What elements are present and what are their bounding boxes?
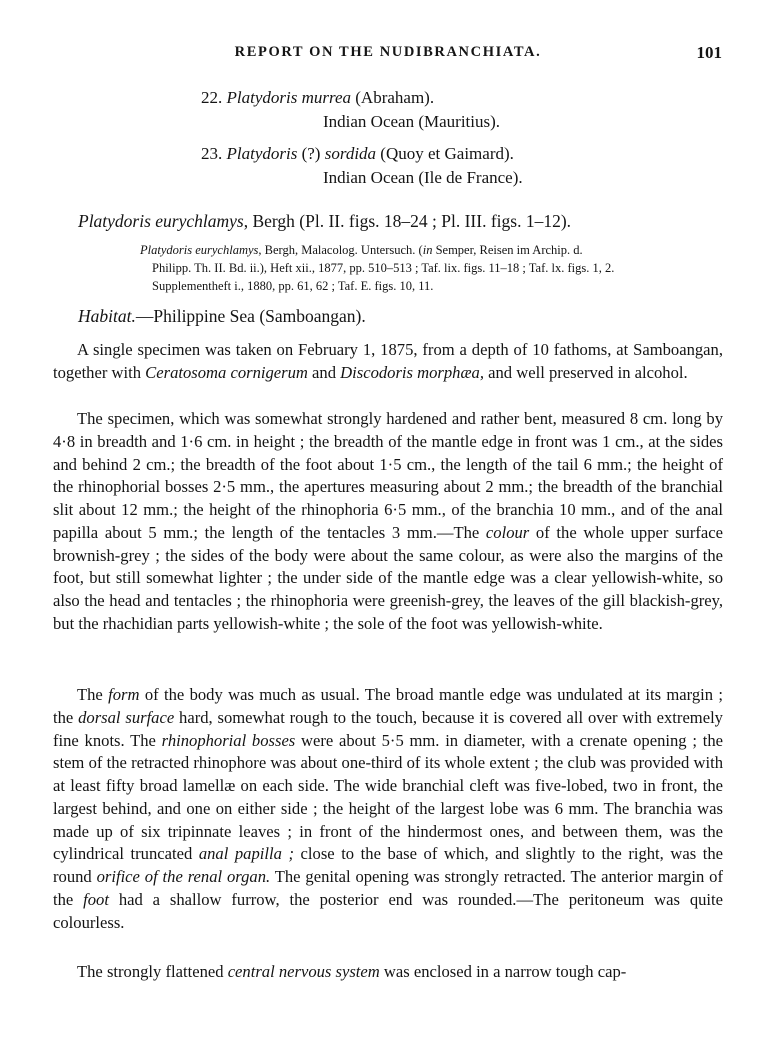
species-entry-22 — [201, 86, 500, 134]
synonymy-line: Supplementheft i., 1880, pp. 61, 62 ; Taf. E. figs. 10, 11. — [152, 279, 434, 293]
species-heading — [78, 211, 571, 232]
paragraph-text: The strongly flattened — [77, 962, 228, 981]
emphasis: form — [108, 685, 140, 704]
paragraph-text: A single specimen was taken on February 1, 1875, from a depth of 10 fathoms, at Samboangan, together with — [53, 340, 723, 382]
synonymy-line: Philipp. Th. II. Bd. ii.), Heft xii., 1877, pp. 510–513 ; Taf. lix. figs. 11–18 ; Taf. lx. figs. 1, 2. — [152, 261, 615, 275]
heading-species-name: Platydoris eurychlamys — [78, 211, 244, 231]
species-name: Discodoris morphæa, — [340, 362, 484, 382]
paragraph-form — [53, 684, 723, 934]
running-header: REPORT ON THE NUDIBRANCHIATA. — [234, 44, 542, 60]
paragraph-text: The — [77, 685, 109, 704]
synonymy-text: , Bergh, Malacolog. Untersuch. ( — [258, 243, 423, 257]
emphasis: rhinophorial bosses — [161, 730, 296, 750]
species-locality: Indian Ocean (Mauritius). — [323, 112, 501, 131]
paragraph-text: of the whole upper surface brownish-grey ; the sides of the body were about the same colour, as were also the margins of the foot, but still somewhat lighter ; the under side of the mantle edge was a clear yellowish-white, so also the head and tentacles ; the rhinophoria were greenish-grey, the leaves of the gill blackish-grey, but the rhachidian parts yellowish-white ; the sole of the foot was yellowish-white. — [53, 522, 723, 633]
entry-number: 22. — [201, 88, 223, 107]
paragraph-nervous-system — [53, 961, 723, 984]
emphasis: anal papilla ; — [198, 844, 294, 864]
paragraph-text: and well preserved in alcohol. — [483, 362, 688, 382]
paragraph-text: of the body was much as usual. The broad mantle edge was undulated at its margin ; the — [53, 685, 723, 727]
paragraph-text: hard, somewhat rough to the touch, because it is covered all over with extremely fine knots. The — [53, 707, 723, 750]
emphasis: dorsal surface — [78, 707, 175, 727]
page-number: 101 — [696, 43, 722, 62]
species-author: (Abraham). — [355, 88, 435, 107]
species-locality: Indian Ocean (Ile de France). — [323, 168, 523, 187]
paragraph-indent — [53, 962, 77, 981]
emphasis: colour — [485, 522, 530, 542]
species-genus: Platydoris — [226, 144, 298, 163]
species-name: Ceratosoma cornigerum — [145, 362, 308, 382]
entry-number: 23. — [201, 144, 223, 163]
paragraph-description — [53, 408, 723, 636]
species-name: Platydoris murrea — [226, 88, 352, 107]
paragraph-indent — [53, 409, 77, 428]
species-query: (?) — [301, 144, 321, 163]
emphasis: central nervous system — [227, 962, 380, 981]
synonymy-text: Semper, Reisen im Archip. d. — [432, 243, 583, 257]
habitat-line — [78, 306, 366, 327]
heading-reference: , Bergh (Pl. II. figs. 18–24 ; Pl. III. figs. 1–12). — [243, 211, 572, 231]
paragraph-collection — [53, 339, 723, 385]
habitat-label: Habitat. — [78, 306, 136, 326]
paragraph-text: were about 5·5 mm. in diameter, with a crenate opening ; the stem of the retracted rhinophore was about one-third of its whole extent ; the club was provided with at least fifty broad lamellæ on each side. The wide branchial cleft was five-lobed, two in front, the largest behind, and one on either side ; the height of the largest lobe was 6 mm. The branchia was made up of six tripinnate leaves ; in front of the hindermost ones, and between them, was the cylindrical truncated — [53, 730, 723, 864]
paragraph-text: close to the base of which, and slightly to the right, was the round — [53, 844, 724, 886]
synonymy-in: in — [422, 243, 433, 257]
paragraph-text: The genital opening was strongly retracted. The anterior margin of the — [53, 867, 723, 909]
paragraph-text: had a shallow furrow, the posterior end was rounded.—The peritoneum was quite colourless. — [53, 889, 723, 932]
species-epithet: sordida — [324, 144, 377, 163]
synonymy-name: Platydoris eurychlamys — [140, 243, 259, 257]
emphasis: orifice of the renal organ. — [96, 867, 271, 886]
species-entry-23 — [201, 142, 523, 190]
paragraph-indent — [53, 340, 77, 359]
habitat-text: —Philippine Sea (Samboangan). — [135, 306, 366, 326]
emphasis: foot — [83, 889, 109, 909]
paragraph-indent — [53, 685, 77, 704]
paragraph-text: The specimen, which was somewhat strongly hardened and rather bent, measured 8 cm. long by 4·8 in breadth and 1·6 cm. in height ; the breadth of the mantle edge in front was 1 cm., at the sides and behind 2 cm.; the breadth of the foot about 1·5 cm., the length of the tail 6 mm.; the height of the rhinophorial bosses 2·5 mm., the apertures measuring about 2 mm.; the breadth of the branchial slit about 12 mm.; the height of the rhinophoria 6·5 mm., of the branchia 10 mm., and of the anal papilla about 5 mm.; the length of the tentacles 3 mm.—The — [53, 409, 723, 542]
species-author: (Quoy et Gaimard). — [380, 144, 514, 163]
paragraph-text: was enclosed in a narrow tough cap- — [379, 962, 627, 981]
synonymy-block — [140, 241, 730, 295]
paragraph-text: and — [307, 362, 341, 382]
